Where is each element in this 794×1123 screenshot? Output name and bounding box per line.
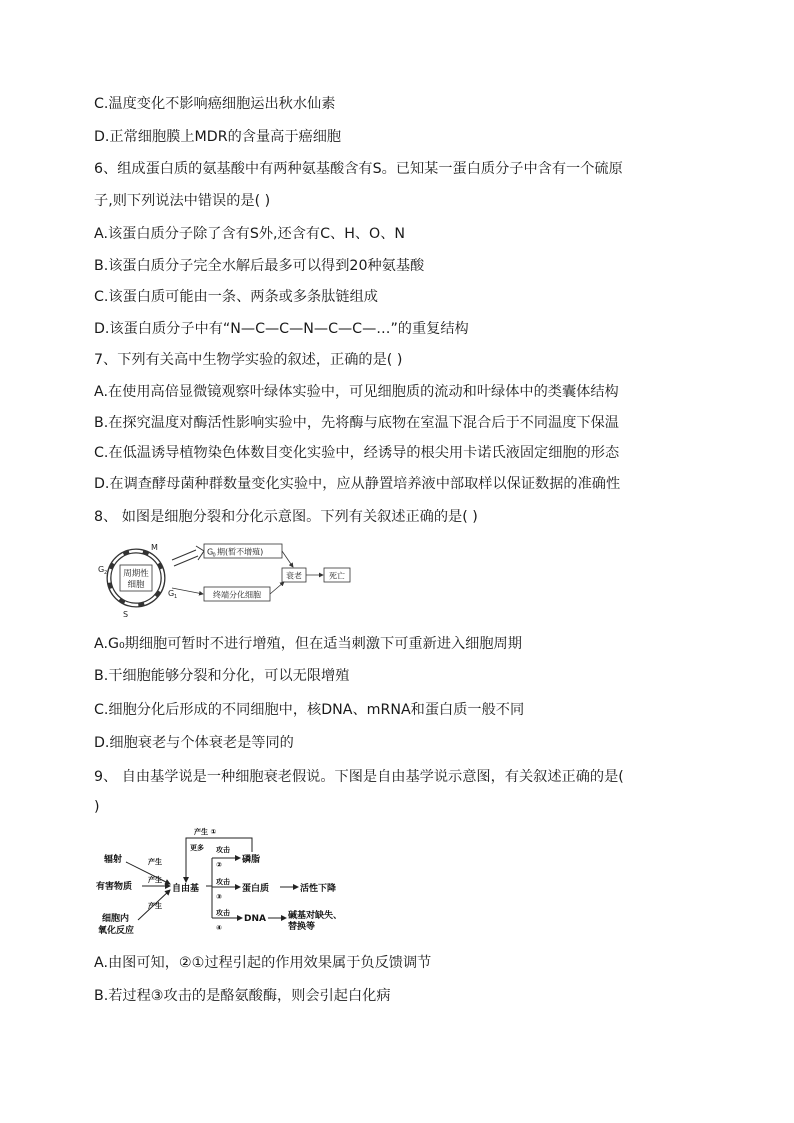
effect-activity-decrease: 活性下降 xyxy=(300,884,337,894)
label-step-2: ② xyxy=(216,861,222,869)
option-b-q7: B.在探究温度对酶活性影响实验中，先将酶与底物在室温下混合后于不同温度下保温 xyxy=(94,415,619,431)
label-produce-radiation: 产生 xyxy=(148,858,162,866)
label-attack-phospholipid: 攻击 xyxy=(216,846,230,854)
option-d-q7: D.在调查酵母菌种群数量变化实验中，应从静置培养液中部取样以保证数据的准确性 xyxy=(94,476,621,492)
effect-base-pair-line2: 替换等 xyxy=(288,922,316,932)
phase-g2-label: G xyxy=(98,565,105,574)
label-step-3: ③ xyxy=(216,893,222,901)
question-6-stem: 6、组成蛋白质的氨基酸中有两种氨基酸含有S。已知某一蛋白质分子中含有一个硫原 xyxy=(94,161,623,177)
label-attack-dna: 攻击 xyxy=(216,909,230,917)
option-d-q8: D.细胞衰老与个体衰老是等同的 xyxy=(94,735,294,751)
source-harmful-substances: 有害物质 xyxy=(96,882,133,892)
source-oxidation-line2: 氧化反应 xyxy=(98,926,135,936)
arrow-g0-to-aging xyxy=(282,551,293,567)
option-b-q6: B.该蛋白质分子完全水解后最多可以得到20种氨基酸 xyxy=(94,258,425,274)
cell-cycle-diagram xyxy=(96,540,356,620)
arrow-terminal-to-aging xyxy=(270,582,284,594)
free-radical-diagram xyxy=(96,822,356,942)
terminal-differentiation-label: 终端分化细胞 xyxy=(213,590,261,600)
option-c-q6: C.该蛋白质可能由一条、两条或多条肽链组成 xyxy=(94,289,378,305)
free-radical-node: 自由基 xyxy=(172,884,200,894)
option-a-q9: A.由图可知，②①过程引起的作用效果属于负反馈调节 xyxy=(94,955,432,971)
phase-g2-sub: 2 xyxy=(104,570,108,576)
option-b-q9: B.若过程③攻击的是酪氨酸酶，则会引起白化病 xyxy=(94,988,391,1004)
label-produce-oxidation: 产生 xyxy=(148,902,162,910)
cycle-label-line1: 周期性 xyxy=(123,569,149,579)
option-c-q8: C.细胞分化后形成的不同细胞中，核DNA、mRNA和蛋白质一般不同 xyxy=(94,702,525,718)
option-b-q8: B.干细胞能够分裂和分化，可以无限增殖 xyxy=(94,668,350,684)
question-9-stem-cont: ) xyxy=(94,799,100,815)
option-a-q7: A.在使用高倍显微镜观察叶绿体实验中，可见细胞质的流动和叶绿体中的类囊体结构 xyxy=(94,384,619,400)
option-d-q5: D.正常细胞膜上MDR的含量高于癌细胞 xyxy=(94,129,342,145)
aging-label: 衰老 xyxy=(286,571,302,581)
option-a-q8: A.G₀期细胞可暂时不进行增殖，但在适当刺激下可重新进入细胞周期 xyxy=(94,636,522,652)
question-9-stem: 9、 自由基学说是一种细胞衰老假说。下图是自由基学说示意图，有关叙述正确的是( xyxy=(94,769,624,785)
product-dna: DNA xyxy=(244,914,266,924)
question-7-stem: 7、下列有关高中生物学实验的叙述，正确的是( ) xyxy=(94,352,403,368)
g0-label-g: G xyxy=(207,547,214,557)
phase-s-label: S xyxy=(123,610,129,619)
g0-label-sub: 0 xyxy=(212,552,216,559)
option-c-q7: C.在低温诱导植物染色体数目变化实验中，经诱导的根尖用卡诺氏液固定细胞的形态 xyxy=(94,445,620,461)
branch-line xyxy=(206,858,212,918)
phase-g1-sub: 1 xyxy=(174,594,178,600)
product-phospholipid: 磷脂 xyxy=(242,855,261,865)
option-c-q5: C.温度变化不影响癌细胞运出秋水仙素 xyxy=(94,96,336,112)
question-6-stem-cont: 子,则下列说法中错误的是( ) xyxy=(94,193,271,209)
effect-base-pair-line1: 碱基对缺失、 xyxy=(288,911,343,921)
death-label: 死亡 xyxy=(329,571,345,581)
g0-double-arrow xyxy=(172,550,198,566)
label-produce-harmful: 产生 xyxy=(148,876,162,884)
source-radiation: 辐射 xyxy=(104,855,123,865)
option-a-q6: A.该蛋白质分子除了含有S外,还含有C、H、O、N xyxy=(94,226,406,242)
label-step-4: ④ xyxy=(216,924,222,932)
cycle-label-line2: 细胞 xyxy=(127,580,145,590)
question-8-stem: 8、 如图是细胞分裂和分化示意图。下列有关叙述正确的是( ) xyxy=(94,509,478,525)
phase-g1-label: G xyxy=(168,589,175,598)
g0-label-text: 期(暂不增殖) xyxy=(217,547,264,557)
phase-m-label: M xyxy=(151,543,158,552)
source-oxidation-line1: 细胞内 xyxy=(102,914,130,924)
label-attack-protein: 攻击 xyxy=(216,878,230,886)
label-produce-feedback: 产生 ① xyxy=(194,828,217,836)
option-d-q6: D.该蛋白质分子中有“N—C—C—N—C—C—…”的重复结构 xyxy=(94,321,469,337)
arrow-oxidation xyxy=(138,890,170,920)
label-more: 更多 xyxy=(190,844,204,852)
product-protein: 蛋白质 xyxy=(242,884,270,894)
